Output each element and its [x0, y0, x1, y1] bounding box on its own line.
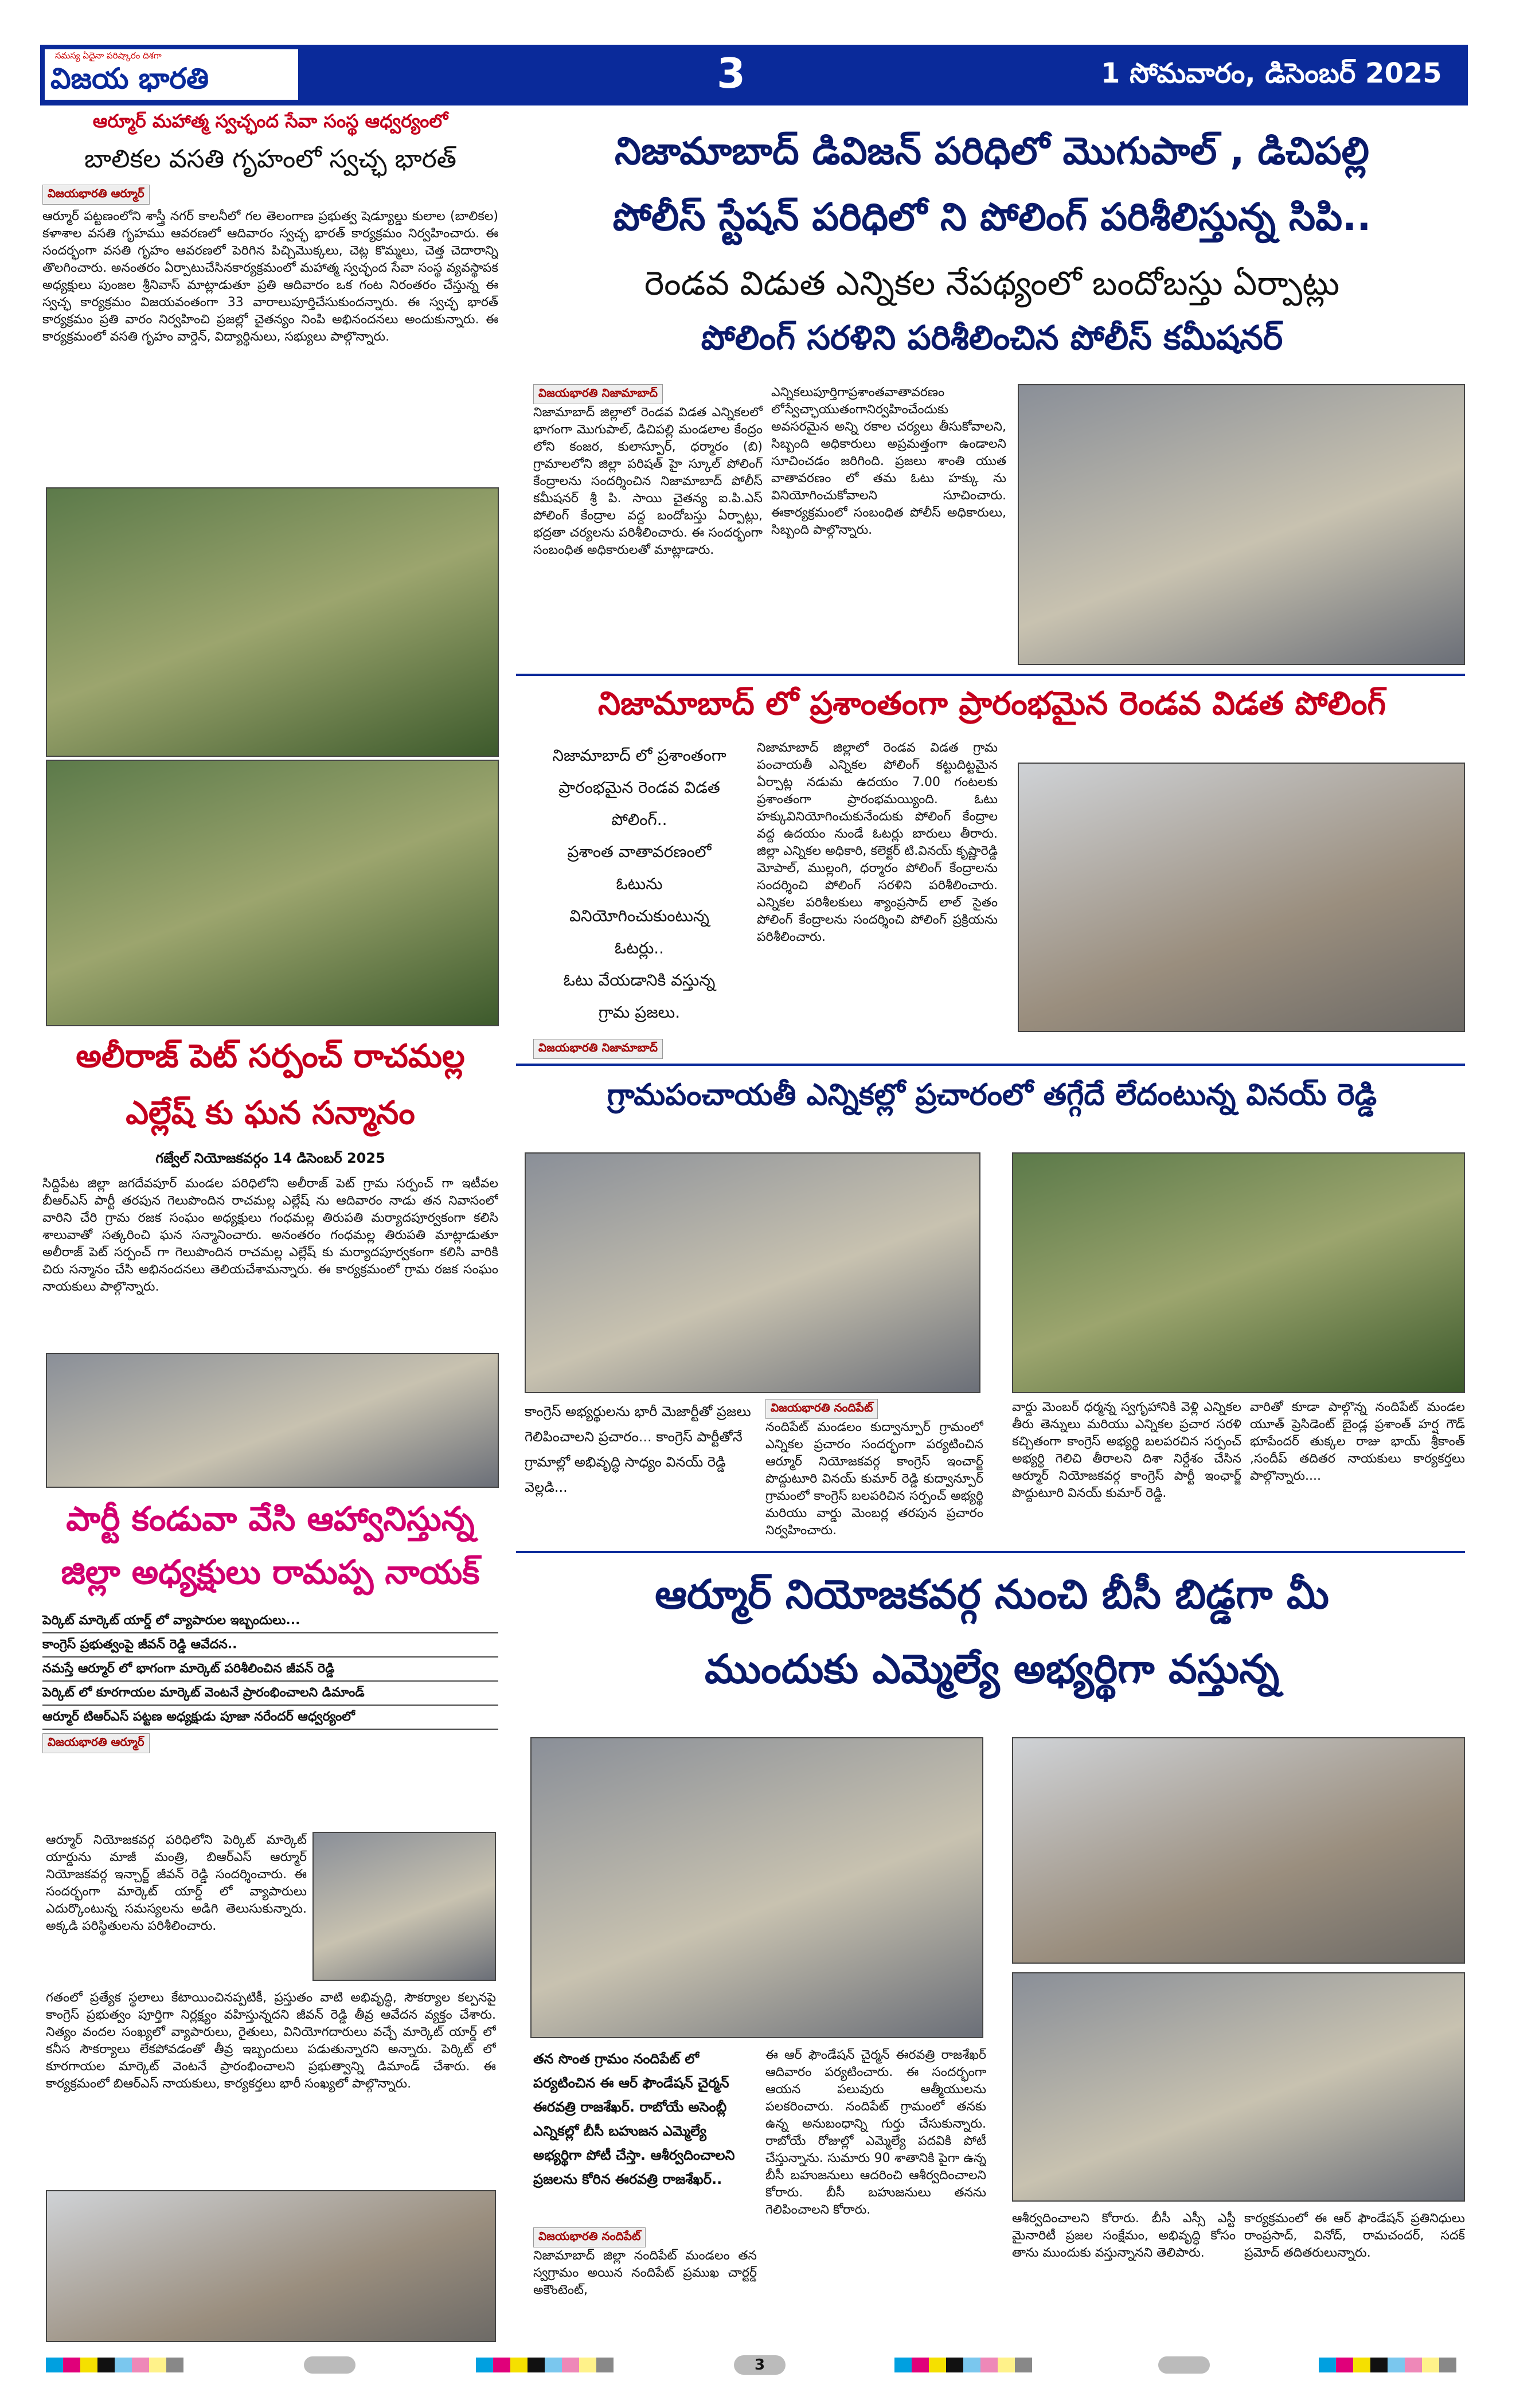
- bc-byline-wrap: [533, 2227, 646, 2247]
- photo-campaign-meeting: [1012, 1152, 1465, 1393]
- photo-cp-inspection: [1018, 384, 1465, 665]
- story2-headline-2: ఎల్లేష్ కు ఘన సన్మానం: [126, 1094, 415, 1132]
- bc-body-c: ఆశీర్వదించాలని కోరారు. బీసీ ఎస్సీ ఎస్టీ మైనారిటీ ప్రజల సంక్షేమం, అభివృద్ధి కోసం తాను ముందుకు వస్తున్నానని తెలిపారు.: [1012, 2211, 1236, 2260]
- issue-date: 1 సోమవారం, డిసెంబర్ 2025: [1101, 57, 1442, 89]
- campaign-body-far: వారితో కూడా పాల్గొన్న నందిపేట్ మండల యూత్ ప్రెసిడెంట్ బైండ్ల ప్రశాంత్ హర్ష గౌడ్ భూపేందర్ తుక్కల రాజు భాయ్ శ్రీకాంత్ ,సందీప్ తదితర నాయకులు కార్యకర్తలు పాల్గొన్నారు....: [1250, 1400, 1465, 1483]
- lead-subhead-2: పోలింగ్ సరళిని పరిశీలించిన పోలీస్ కమీషనర్: [701, 318, 1283, 357]
- bc-byline: విజయభారతి నందిపేట్: [533, 2227, 646, 2247]
- story1-byline: విజయభారతి ఆర్మూర్: [42, 185, 150, 205]
- photo-cleanup-plants: [46, 760, 499, 1026]
- divider: [516, 1551, 1465, 1553]
- poll-pull-line: ఓటు వేయడానికి వస్తున్న: [563, 971, 716, 990]
- poll-body: నిజామాబాద్ జిల్లాలో రెండవ విడత గ్రామ పంచాయతీ ఎన్నికల పోలింగ్ కట్టుదిట్టమైన ఏర్పాట్ల నడుమ ఉదయం 7.00 గంటలకు ప్రశాంతంగా ప్రారంభమయ్యింది. ఓటు హక్కువినియోగించుకునేందుకు పోలింగ్ కేంద్రాల వద్ద ఉదయం నుండే ఓటర్లు బారులు తీరారు. జిల్లా ఎన్నికల అధికారి, కలెక్టర్ టి.వినయ్ కృష్ణారెడ్డి మోపాల్, ముల్లంగి, ధర్మారం పోలింగ్ కేంద్రాలను సందర్శించి పోలింగ్ సరళిని పరిశీలించారు. ఎన్నికల పరిశీలకులు శ్యాంప్రసాద్ లాల్ సైతం పోలింగ్ కేంద్రాలను సందర్శించి పోలింగ్ ప్రక్రియను పరిశీలించారు.: [757, 741, 998, 944]
- story3-headline-1: పార్టీ కండువా వేసి ఆహ్వానిస్తున్న: [66, 1499, 475, 1538]
- bc-headline-1: ఆర్మూర్ నియోజకవర్గ నుంచి బీసీ బిడ్డగా మీ: [655, 1571, 1329, 1618]
- story3-byline: విజయభారతి ఆర్మూర్: [42, 1733, 150, 1753]
- color-bar-right: [894, 2358, 1032, 2372]
- campaign-headline: గ్రామపంచాయతీ ఎన్నికల్లో ప్రచారంలో తగ్గేదే లేదంటున్న వినయ్ రెడ్డి: [607, 1078, 1377, 1112]
- poll-pull-line: నిజామాబాద్ లో ప్రశాంతంగా: [552, 746, 726, 765]
- lead-body-a: నిజామాబాద్ జిల్లాలో రెండవ విడత ఎన్నికలలో భాగంగా మొగుపాల్, డిచిపల్లి మండలాల కేంద్రం లోని కంజర, కులాస్పూర్, ధర్మారం (బి) గ్రామాలలోని జిల్లా పరిషత్ హై స్కూల్ పోలింగ్ కేంద్రాలను సందర్శించిన నిజామాబాద్ పోలీస్ కమీషనర్ శ్రీ పి. సాయి చైతన్య ఐ.పి.ఎస్ పోలింగ్ కేంద్రాల వద్ద బందోబస్తు ఏర్పాట్లు, భద్రతా చర్యలను పరిశీలించారు. ఈ సందర్భంగా సంబంధిత అధికారులతో మాట్లాడారు.: [533, 405, 763, 557]
- lead-subhead-1: రెండవ విడుత ఎన్నికల నేపథ్యంలో బందోబస్తు ఏర్పాట్లు: [644, 264, 1340, 303]
- lead-headline-1: నిజామాబాద్ డివిజన్ పరిధిలో మొగుపాల్ , డిచిపల్లి: [614, 129, 1370, 173]
- color-bar-left: [46, 2358, 183, 2372]
- photo-cleanup-group: [46, 487, 499, 757]
- lead-byline: విజయభారతి నిజామాబాద్: [533, 384, 663, 404]
- story3-subhead: కాంగ్రెస్ ప్రభుత్వంపై జీవన్ రెడ్డి ఆవేదన..: [42, 1633, 498, 1658]
- photo-felicitation: [46, 1353, 499, 1488]
- logo: [42, 47, 300, 102]
- photo-bc-welcome: [530, 1737, 983, 2038]
- poll-pull-line: ప్రశాంత వాతావరణంలో: [567, 842, 712, 861]
- poll-pull-line: ఓటర్లు..: [614, 939, 665, 957]
- bc-body-a: నిజామాబాద్ జిల్లా నందిపేట్ మండలం తన స్వగ్రామం అయిన నందిపేట్ ప్రముఖ చార్టర్డ్ అకౌంటెంట్,: [533, 2249, 757, 2297]
- logo-tagline: సమస్య ఏదైనా పరిష్కారం దిశగా: [55, 50, 162, 61]
- story3-body-bottom: గతంలో ప్రత్యేక స్థలాలు కేటాయించినప్పటికీ, ప్రస్తుతం వాటి అభివృద్ధి, సౌకర్యాల కల్పనపై కాంగ్రెస్ ప్రభుత్వం పూర్తిగా నిర్లక్ష్యం వహిస్తున్నదని జీవన్ రెడ్డి తీవ్ర ఆవేదన వ్యక్తం చేశారు. నిత్యం వందల సంఖ్యలో వ్యాపారులు, రైతులు, వినియోగదారులు వచ్చే మార్కెట్ యార్డ్ లో కనీస సౌకర్యాలు లేకపోవడంతో తీవ్ర ఇబ్బందులు పడుతున్నారని అన్నారు. పెర్కిట్ లో కూరగాయల మార్కెట్ వెంటనే ప్రారంభించాలని ప్రభుత్వాన్ని డిమాండ్ చేశారు. ఈ కార్యక్రమంలో బిఆర్ఎస్ నాయకులు, కార్యకర్తలు భారీ సంఖ్యలో పాల్గొన్నారు.: [46, 1991, 496, 2091]
- photo-party-joining: [46, 2190, 496, 2342]
- story3-subhead: పెర్కిట్ లో కూరగాయల మార్కెట్ వెంటనే ప్రారంభించాలని డిమాండ్: [42, 1682, 498, 1706]
- story3-body-top: ఆర్మూర్ నియోజకవర్గ పరిధిలోని పెర్కిట్ మార్కెట్ యార్డును మాజీ మంత్రి, బిఆర్ఎస్ ఆర్మూర్ నియోజకవర్గ ఇన్చార్జ్ జీవన్ రెడ్డి సందర్శించారు. ఈ సందర్భంగా మార్కెట్ యార్డ్ లో వ్యాపారులు ఎదుర్కొంటున్న సమస్యలను అడిగి తెలుసుకున్నారు. అక్కడి పరిస్థితులను పరిశీలించారు.: [46, 1833, 307, 1933]
- campaign-caption: కాంగ్రెస్ అభ్యర్థులను భారీ మెజార్టీతో ప్రజలు గెలిపించాలని ప్రచారం... కాంగ్రెస్ పార్టీతోనే గ్రామాల్లో అభివృద్ధి సాధ్యం వినయ్ రెడ్డి వెల్లడి...: [525, 1404, 751, 1495]
- story2-body: సిద్దిపేట జిల్లా జగదేవపూర్ మండల పరిధిలోని అలీరాజ్ పెట్ గ్రామ సర్పంచ్ గా ఇటీవల బీఆర్ఎస్ పార్టీ తరపున గెలుపొందిన రాచమల్ల ఎల్లేష్ ను ఆదివారం నాడు తన నివాసంలో వారిని చేరి గ్రామ రజక సంఘం అధ్యక్షులు గంధమల్ల తిరుపతి మర్యాదపూర్వకంగా కలిసి శాలువాతో సత్కరించి ఘన సన్మానించారు. అనంతరం గంధమల్ల తిరుపతి మాట్లాడుతూ అలీరాజ్ పెట్ సర్పంచ్ గా గెలుపొందిన రాచమల్ల ఎల్లేష్ కు మర్యాదపూర్వకంగా కలిసి వారికి చిరు సన్మానం చేసి అభినందనలు తెలియచేశామన్నారు. ఈ కార్యక్రమంలో గ్రామ రజక సంఘం నాయకులు పాల్గొన్నారు.: [42, 1176, 498, 1294]
- bc-headline-2: ముందుకు ఎమ్మెల్యే అభ్యర్థిగా వస్తున్న: [704, 1645, 1280, 1692]
- divider: [516, 674, 1465, 676]
- campaign-byline-wrap: [765, 1399, 878, 1419]
- campaign-byline: విజయభారతి నందిపేట్: [765, 1399, 878, 1419]
- poll-pull-line: ఓటును: [616, 874, 663, 893]
- story1-headline: బాలికల వసతి గృహంలో స్వచ్ఛ భారత్: [84, 144, 456, 174]
- poll-pull-line: ప్రారంభమైన రెండవ విడత: [558, 778, 720, 797]
- story3-subhead: పెర్కిట్ మార్కెట్ యార్డ్ లో వ్యాపారుల ఇబ్బందులు...: [42, 1609, 498, 1633]
- story-sarpanch-felicitation: [42, 1038, 498, 1359]
- bc-body-d: కార్యక్రమంలో ఈ ఆర్ ఫౌండేషన్ ప్రతినిధులు రాంప్రసాద్, వినోద్, రామచందర్, సదక్ ప్రమోద్ తదితరులున్నారు.: [1244, 2211, 1465, 2260]
- poll-pullquote: [533, 740, 745, 1029]
- footer-page-number: 3: [734, 2355, 786, 2375]
- photo-bc-memento: [1012, 1737, 1465, 1964]
- story2-headline-1: అలీరాజ్ పెట్ సర్పంచ్ రాచమల్ల: [76, 1038, 465, 1075]
- poll-pull-line: గ్రామ ప్రజలు.: [598, 1003, 681, 1022]
- story-swachh-bharat: [42, 110, 498, 460]
- lead-headline-2: పోలీస్ స్టేషన్ పరిధిలో ని పోలింగ్ పరిశీలిస్తున్న సిపి..: [612, 195, 1372, 239]
- poll-byline-wrap: [533, 1039, 663, 1059]
- story1-body: ఆర్మూర్ పట్టణంలోని శాస్త్రీ నగర్ కాలనీలో గల తెలంగాణ ప్రభుత్వ షెడ్యూల్డు కులాల (బాలికల) కళాశాల వసతి గృహము ఆవరణలో ఆదివారం స్వచ్ఛ భారత్ కార్యక్రమం నిర్వహించారు. ఈ సందర్భంగా వసతి గృహం ఆవరణలో పెరిగిన పిచ్చిమొక్కలు, చెట్ల కొమ్మలు, చెత్త చెదారాన్ని తొలగించారు. అనంతరం ఏర్పాటుచేసినకార్యక్రమంలో మహాత్మ స్వచ్ఛంద సేవా సంస్థ వ్యవస్థాపక అధ్యక్షులు పుంజల శ్రీనివాస్ మాట్లాడుతూ ప్రతి ఆదివారం ఒక గంట నిరంతరం చేస్తున్న ఈ స్వచ్ఛ కార్యక్రమం విజయవంతంగా 33 వారాలుపూర్తిచేసుకుందన్నారు. ఈ స్వచ్ఛ భారత్ కార్యక్రమం ప్రతి వారం నిర్వహించి ప్రజల్లో చైతన్యం నింపి అభినందనలు అందుకున్నారు. ఈ కార్యక్రమంలో వసతి గృహం వార్డెన్, విద్యార్థినులు, సభ్యులు పాల్గొన్నారు.: [42, 209, 498, 344]
- poll-pull-line: పోలింగ్..: [611, 810, 667, 829]
- photo-polling-booth: [1018, 763, 1465, 1032]
- story-market-yard: [42, 1499, 498, 1753]
- photo-bc-gathering: [1012, 1972, 1465, 2202]
- color-bar-far-right: [1319, 2358, 1456, 2372]
- color-bar-mid: [476, 2358, 614, 2372]
- campaign-body-right: వార్డు మెంబర్ ధర్మన్న స్వగృహానికి వెళ్లి ఎన్నికల తీరు తెన్నులు మరియు ఎన్నికల ప్రచార సరళి కచ్చితంగా కాంగ్రెస్ అభ్యర్థి బలపరచిన సర్పంచ్ అభ్యర్థి గెలిచి తీరాలని దిశా నిర్దేశం చేసిన ఆర్మూర్ నియోజకవర్గ కాంగ్రెస్ పార్టీ ఇంఛార్జ్ పొద్దుటూరి వినయ్ కుమార్ రెడ్డి.: [1012, 1400, 1241, 1500]
- page-number: 3: [717, 49, 746, 97]
- story1-kicker: ఆర్మూర్ మహాత్మ స్వచ్ఛంద సేవా సంస్థ ఆధ్వర్యంలో: [92, 110, 448, 132]
- bc-caption: తన సొంత గ్రామం నందిపేట్ లో పర్యటించిన ఈ ఆర్ ఫౌండేషన్ చైర్మన్ ఈరవత్రి రాజశేఖర్. రాబోయే అసెంబ్లీ ఎన్నికల్లో బీసీ బహుజన ఎమ్మెల్యే అభ్యర్థిగా పోటీ చేస్తా. ఆశీర్వదించాలని ప్రజలను కోరిన ఈరవత్రి రాజశేఖర్..: [533, 2051, 735, 2187]
- campaign-body-mid: నందిపేట్ మండలం కుద్వాన్పూర్ గ్రామంలో ఎన్నికల ప్రచారం సందర్భంగా పర్యటించిన ఆర్మూర్ నియోజకవర్గ కాంగ్రెస్ ఇంచార్జ్ పొద్దుటూరి వినయ్ కుమార్ రెడ్డి కుద్వాన్పూర్ గ్రామంలో కాంగ్రెస్ బలపరిచిన సర్పంచ్ అభ్యర్థి మరియు వార్డు మెంబర్ల తరపున ప్రచారం నిర్వహించారు.: [765, 1420, 983, 1538]
- bc-body-b: ఈ ఆర్ ఫౌండేషన్ చైర్మన్ ఈరవత్రి రాజశేఖర్ ఆదివారం పర్యటించారు. ఈ సందర్భంగా ఆయన పలువురు ఆత్మీయులను పలకరించారు. నందిపేట్ గ్రామంలో తనకు ఉన్న అనుబంధాన్ని గుర్తు చేసుకున్నారు. రాబోయే రోజుల్లో ఎమ్మెల్యే పదవికి పోటీ చేస్తున్నాను. సుమారు 90 శాతానికి పైగా ఉన్న బీసీ బహుజనులు ఆదరించి ఆశీర్వదించాలని కోరారు. బీసీ బహుజనులు తనను గెలిపించాలని కోరారు.: [765, 2048, 986, 2217]
- footer-pill: [1158, 2356, 1210, 2374]
- poll-byline: విజయభారతి నిజామాబాద్: [533, 1039, 663, 1059]
- divider: [516, 1064, 1465, 1066]
- story3-subhead: ఆర్మూర్ టిఆర్ఎస్ పట్టణ అధ్యక్షుడు పూజా నరేందర్ ఆధ్వర్యంలో: [42, 1706, 498, 1730]
- poll-headline: నిజామాబాద్ లో ప్రశాంతంగా ప్రారంభమైన రెండవ విడత పోలింగ్: [597, 685, 1386, 722]
- lead-body-b: ఎన్నికలుపూర్తిగాప్రశాంతవాతావరణం లోస్వేచ్ఛాయుతంగానిర్వహించేందుకు అవసరమైన అన్ని రకాల చర్యలు తీసుకోవాలని, సిబ్బంది అధికారులు అప్రమత్తంగా ఉండాలని సూచించడం జరిగింది. ప్రజలు శాంతి యుత వాతావరణం లో తమ ఓటు హక్కు ను వినియోగించుకోవాలని సూచించారు. ఈకార్యక్రమంలో సంబంధిత పోలీస్ అధికారులు, సిబ్బంది పాల్గొన్నారు.: [771, 385, 1006, 537]
- story3-headline-2: జిల్లా అధ్యక్షులు రామప్ప నాయక్: [61, 1553, 480, 1592]
- photo-market-meeting: [312, 1832, 496, 1981]
- story3-subhead: నమస్తే ఆర్మూర్ లో భాగంగా మార్కెట్ పరిశీలించిన జీవన్ రెడ్డి: [42, 1658, 498, 1682]
- logo-text: విజయ భారతి: [50, 62, 209, 95]
- lead-byline-wrap: [533, 384, 663, 404]
- story2-dateline: గజ్వేల్ నియోజకవర్గం 14 డిసెంబర్ 2025: [155, 1150, 385, 1166]
- photo-campaign-walk: [525, 1152, 980, 1393]
- footer-pill: [304, 2356, 355, 2374]
- poll-pull-line: వినియోగించుకుంటున్న: [569, 906, 709, 925]
